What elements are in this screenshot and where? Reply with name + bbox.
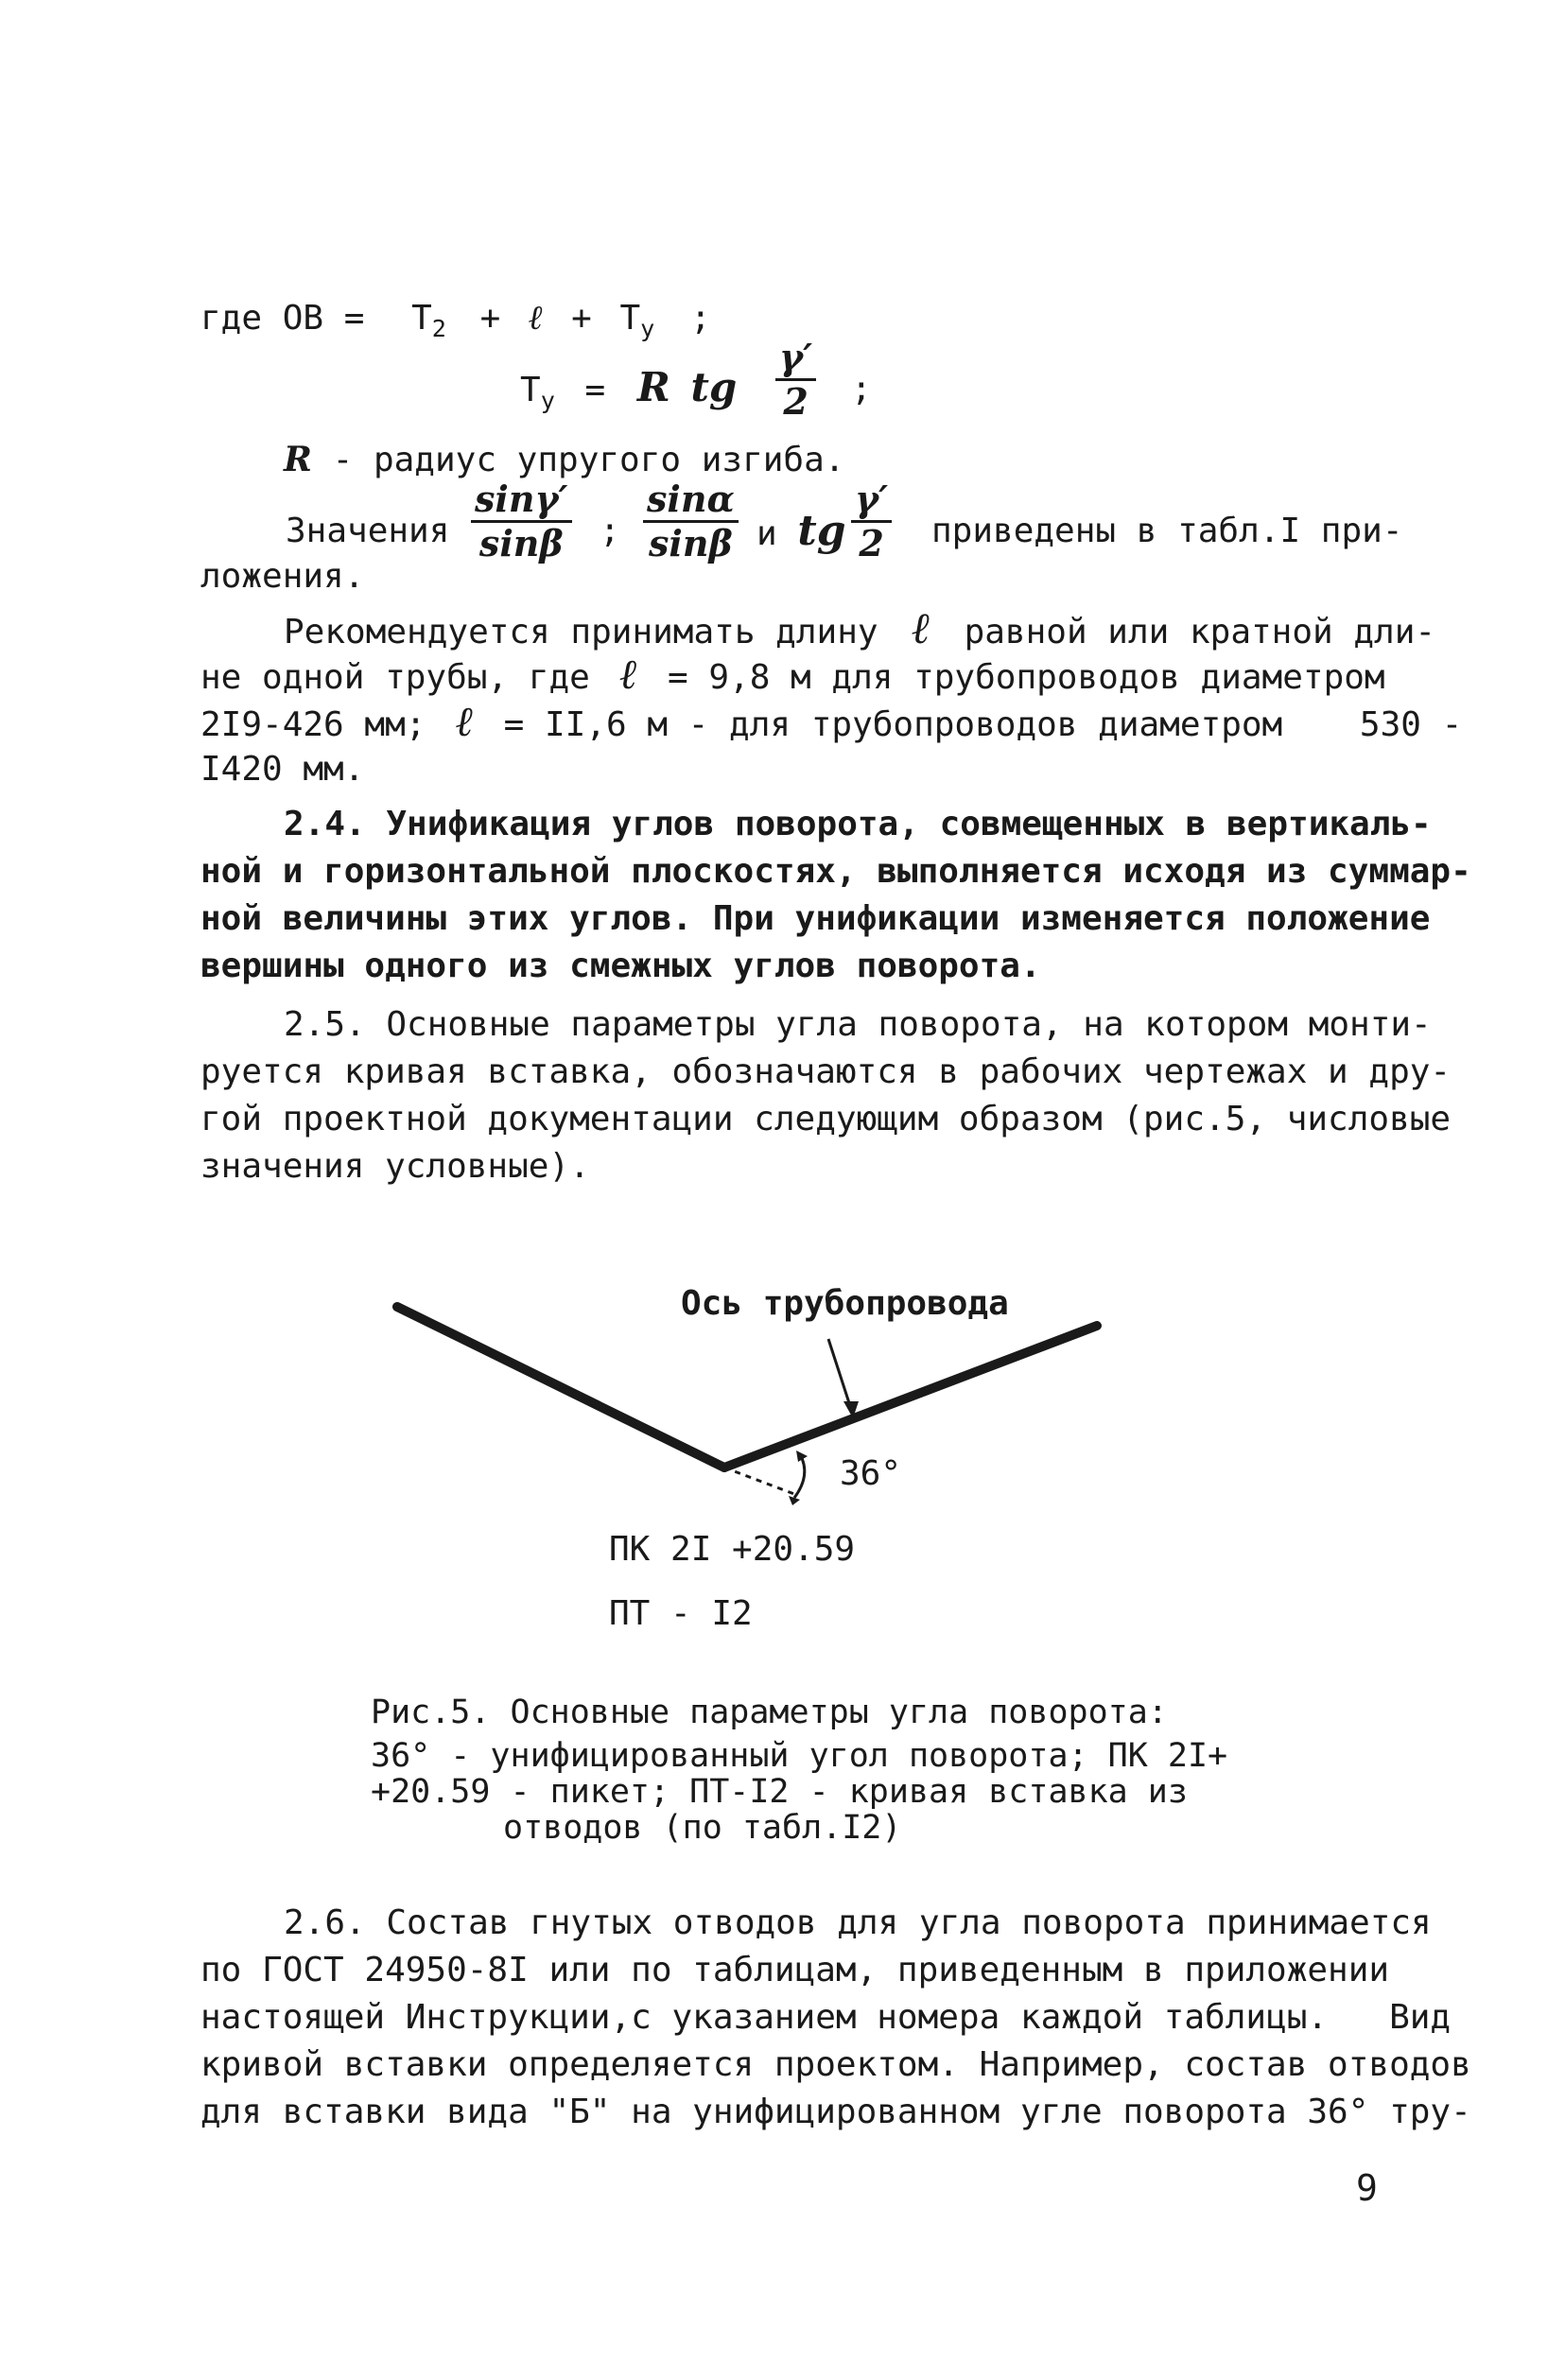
pipeline-left-segment [397, 1307, 724, 1468]
axis-leader-line [828, 1339, 851, 1409]
formula-ty [520, 365, 737, 424]
fraction-denominator: 2 [859, 522, 884, 565]
and-word [756, 509, 845, 557]
separator [600, 509, 620, 554]
p25-text: руется кривая вставка, обозначаются в рабочих чертежах и дру- [200, 1052, 1452, 1091]
p26-line-2 [200, 1948, 1389, 1993]
caption-text: Рис.5. Основные параметры угла поворота: [371, 1694, 1168, 1731]
page-number [1356, 2165, 1378, 2211]
p25-text: гой проектной документации следующим образом (рис.5, числовые [200, 1100, 1452, 1138]
plus-sign: + [571, 299, 592, 338]
ty-subscript: y [640, 315, 655, 343]
p24-text: 2.4. Унификация углов поворота, совмещенных в вертикаль- [284, 805, 1432, 843]
length-symbol: ℓ [456, 698, 474, 746]
p24-text: ной величины этих углов. При унификации изменяется положение [200, 899, 1431, 938]
rec-text: равной или кратной дли- [964, 613, 1436, 651]
p25-line-4 [200, 1144, 590, 1190]
angle-extension-line [724, 1468, 794, 1494]
fraction-numerator: sinγ′ [471, 478, 572, 523]
tangent-symbol: tg [797, 507, 846, 555]
pipeline-right-segment [724, 1326, 1097, 1468]
rec-line-3 [200, 700, 1462, 748]
p26-text: настоящей Инструкции,с указанием номера каждой таблицы. Вид [200, 1998, 1452, 2037]
p26-text: 2.6. Состав гнутых отводов для угла поворота принимается [284, 1903, 1432, 1942]
semicolon: ; [690, 299, 711, 338]
p26-text: для вставки вида "Б" на унифицированном угле поворота 36° тру- [200, 2093, 1471, 2131]
radius-symbol: R [636, 364, 670, 410]
p26-line-5 [200, 2090, 1471, 2135]
rec-line-4 [200, 747, 364, 792]
axis-label: Ось трубопровода [681, 1284, 1009, 1323]
pk-label: ПК 2I +20.59 [609, 1530, 856, 1569]
p26-line-4 [200, 2042, 1471, 2088]
p26-text: кривой вставки определяется проектом. Например, состав отводов [200, 2045, 1471, 2084]
values-tail [931, 509, 1403, 554]
figure-5 [359, 1267, 1173, 1664]
radius-definition [284, 437, 844, 483]
rec-line-1 [284, 602, 1436, 655]
fraction-gamma-half [851, 478, 892, 565]
tangent-symbol: tg [690, 364, 738, 410]
p24-line-3 [200, 896, 1430, 942]
pt-label: ПТ - I2 [609, 1594, 753, 1633]
figure-caption-line-4 [503, 1808, 901, 1848]
angle-label: 36° [840, 1454, 902, 1493]
p25-line-3 [200, 1097, 1451, 1142]
ty-lhs: T [520, 371, 541, 409]
ty-lhs-subscript: y [540, 387, 555, 415]
formula-ob-lhs: где OB = [200, 299, 365, 338]
figure-caption-line-1 [371, 1693, 1168, 1732]
semicolon: ; [600, 512, 620, 550]
rec-text: = II,6 м - для трубопроводов диаметром [503, 705, 1283, 744]
rec-text: 530 - [1359, 705, 1463, 744]
caption-text: 36° - унифицированный угол поворота; ПК 2I+ [371, 1737, 1228, 1775]
values-label [286, 509, 449, 554]
values-next [200, 554, 364, 599]
radius-text: - радиус упругого изгиба. [332, 441, 845, 479]
length-symbol: ℓ [529, 298, 544, 338]
p26-line-1 [284, 1901, 1432, 1946]
fraction-sin-alpha [643, 478, 739, 565]
p24-line-2 [200, 849, 1471, 895]
figure-caption-line-2 [371, 1736, 1227, 1776]
ty-symbol: T [619, 299, 641, 338]
values-label-text: Значения [286, 512, 450, 550]
p24-line-1 [284, 802, 1432, 847]
fraction-sin-gamma [471, 478, 572, 565]
page-number-text: 9 [1356, 2167, 1378, 2209]
radius-symbol: R [284, 440, 312, 479]
fraction-numerator: γ′ [851, 478, 892, 523]
p25-line-1 [284, 1002, 1432, 1048]
formula-ob [200, 295, 711, 352]
plus-sign: + [479, 299, 501, 338]
p25-line-2 [200, 1050, 1451, 1095]
rec-text: I420 мм. [200, 750, 365, 789]
equals-sign: = [584, 371, 606, 409]
semicolon: ; [851, 370, 872, 408]
caption-text: отводов (по табл.I2) [503, 1809, 902, 1847]
caption-text: +20.59 - пикет; ПТ-I2 - кривая вставка из [371, 1773, 1188, 1811]
p24-line-4 [200, 944, 1041, 989]
values-tail-text: приведены в табл.I при- [931, 512, 1403, 550]
figure-caption-line-3 [371, 1772, 1188, 1812]
fraction-numerator: sinα [643, 478, 739, 523]
t2-symbol: T [411, 299, 432, 338]
p26-line-3 [200, 1995, 1451, 2041]
rec-text: Рекомендуется принимать длину [284, 613, 878, 651]
length-symbol: ℓ [619, 651, 638, 699]
ty-fraction-numerator: γ′ [775, 337, 816, 381]
p26-text: по ГОСТ 24950-8I или по таблицам, приведенным в приложении [200, 1951, 1390, 1989]
rec-text: 2I9-426 мм; [200, 705, 426, 744]
p24-text: ной и горизонтальной плоскостях, выполняется исходя из суммар- [200, 852, 1471, 891]
ty-fraction [775, 337, 816, 423]
p25-text: 2.5. Основные параметры угла поворота, на котором монти- [284, 1005, 1432, 1044]
pipeline-angle-diagram [359, 1267, 1173, 1664]
p24-text: вершины одного из смежных углов поворота. [200, 947, 1041, 985]
length-symbol: ℓ [912, 602, 930, 653]
fraction-denominator: sinβ [649, 522, 733, 565]
rec-line-2 [200, 652, 1385, 701]
t2-subscript: 2 [431, 315, 446, 343]
fraction-denominator: sinβ [478, 522, 564, 565]
and-text: и [756, 514, 777, 553]
ty-fraction-denominator: 2 [783, 380, 809, 423]
rec-text: = 9,8 м для трубопроводов диаметром [668, 658, 1385, 697]
values-next-text: ложения. [200, 557, 365, 596]
p25-text: значения условные). [200, 1147, 590, 1186]
ty-semicolon [851, 367, 872, 412]
rec-text: не одной трубы, где [200, 658, 590, 697]
